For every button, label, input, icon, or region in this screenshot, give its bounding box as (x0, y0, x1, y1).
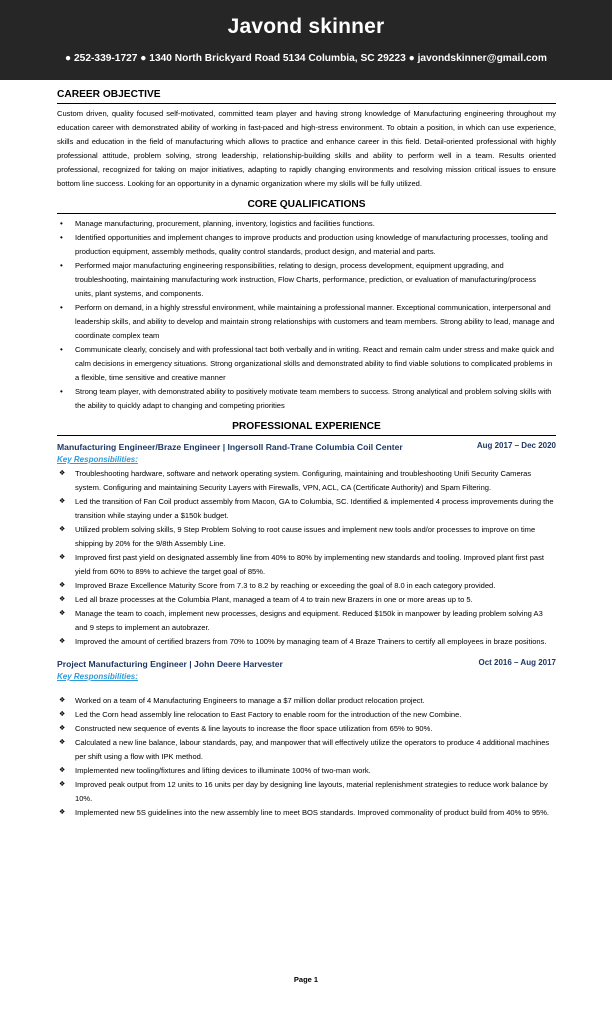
responsibility-item: ❖ Implemented new 5S guidelines into the new assembly line to meet BOS standards. Improved commonality of product build from 40% to 95%. (57, 806, 556, 820)
qualification-item: • Performed major manufacturing engineering responsibilities, relating to design, process development, equipment upgrading, and troubleshooting, maintaining manufacturing work instruction, Flow Charts, performance, prediction, or evaluation of manufacturing/process units, plant systems, and components. (60, 261, 537, 298)
bullet-icon: • (60, 387, 63, 396)
job-header (57, 656, 556, 670)
responsibility-item: ❖ Worked on a team of 4 Manufacturing Engineers to manage a $7 million dollar product relocation project. (57, 694, 556, 708)
job-title: Project Manufacturing Engineer | John Deere Harvester (57, 659, 283, 669)
section-title-objective: CAREER OBJECTIVE (57, 88, 556, 104)
qualification-item: • Manage manufacturing, procurement, planning, inventory, logistics and facilities functions. (57, 217, 556, 231)
qualifications-list (57, 217, 556, 413)
objective-text: Custom driven, quality focused self-motivated, committed team player and having strong knowledge of Manufacturing engineering throughout my education career with demonstrated ability of working in fast-paced and high-stress environment. To obtain a position, in which can use experience, skills and education in the field of manufacturing which allows to practice and enhance career in this field. Detail-oriented professional with highly professional attitude, problem solving, strong leadership, relationship-building skills and ability to perform well in a team. Results oriented professional, recognized for taking on major initiatives, adapting to rapidly changing environments and resolving mission critical issues to ensure bottom line success. Looking for an opportunity in a dynamic organization where my skills will be fully utilized. (57, 109, 556, 188)
contact-line: ● 252-339-1727 ● 1340 North Brickyard Road 5134 Columbia, SC 29223 ● javondskinner@gmail.com (65, 53, 547, 64)
section-title-qualifications: CORE QUALIFICATIONS (57, 198, 556, 214)
resume-header (0, 0, 612, 80)
responsibility-item: ❖ Troubleshooting hardware, software and network operating system. Configuring, maintaining and troubleshooting Unifi Security Cameras system. Configuring and maintaining Security Layers with Firewalls, VPN, ACL, CA (Certificate Authority) and Spam Filtering. (59, 469, 532, 492)
resume-body (57, 88, 556, 820)
bullet-icon: • (60, 219, 63, 228)
diamond-bullet-icon: ❖ (59, 582, 66, 589)
qualification-item: • Perform on demand, in a highly stressful environment, while maintaining a professional manner. Exceptional communication, interpersonal and leadership skills, and ability to develop and maintain strong relationships with customers and team members. Strong ability to lead, manage and coordinate complex team (60, 303, 555, 340)
diamond-bullet-icon: ❖ (59, 526, 66, 533)
bullet-icon: • (60, 261, 63, 270)
responsibility-item: ❖ Implemented new tooling/fixtures and lifting devices to illuminate 100% of two-man work. (57, 764, 556, 778)
responsibility-item: ❖ Improved peak output from 12 units to 16 units per day by designing line layouts, material replenishment strategies to reduce work balance by 10%. (59, 780, 548, 803)
bullet-icon: • (60, 233, 63, 242)
page-number: Page 1 (293, 975, 319, 984)
key-responsibilities-label: Key Responsibilities: (57, 672, 138, 681)
diamond-bullet-icon: ❖ (59, 498, 66, 505)
responsibility-item: ❖ Improved Braze Excellence Maturity Score from 7.3 to 8.2 by reaching or exceeding the goal of 8.0 in each category provided. (57, 579, 556, 593)
responsibility-item: ❖ Improved first past yield on designated assembly line from 40% to 80% by implementing new standards and tooling. Improved plant first past yield from 60% to 89% to achieve the target goal of 85%. (59, 553, 544, 576)
section-title-experience: PROFESSIONAL EXPERIENCE (57, 420, 556, 436)
qualification-item: • Identified opportunities and implement changes to improve products and production using knowledge of manufacturing processes, tooling and production equipment, assembly methods, quality control standards, product design, and material and parts. (60, 233, 548, 256)
responsibility-item: ❖ Manage the team to coach, implement new processes, designs and equipment. Reduced $150k in manpower by leading problem solving A3 and 9 steps to implement an autobrazer. (59, 609, 543, 632)
diamond-bullet-icon: ❖ (59, 711, 66, 718)
diamond-bullet-icon: ❖ (59, 781, 66, 788)
diamond-bullet-icon: ❖ (59, 725, 66, 732)
diamond-bullet-icon: ❖ (59, 697, 66, 704)
responsibility-item: ❖ Constructed new sequence of events & line layouts to increase the floor space utilization from 65% to 90%. (57, 722, 556, 736)
diamond-bullet-icon: ❖ (59, 610, 66, 617)
diamond-bullet-icon: ❖ (59, 809, 66, 816)
responsibility-item: ❖ Led the Corn head assembly line relocation to East Factory to enable room for the introduction of the new Combine. (57, 708, 556, 722)
key-responsibilities-label: Key Responsibilities: (57, 455, 138, 464)
job-title: Manufacturing Engineer/Braze Engineer | Ingersoll Rand-Trane Columbia Coil Center (57, 442, 403, 452)
responsibilities-list (57, 694, 556, 820)
qualification-item: • Communicate clearly, concisely and with professional tact both verbally and in writing. React and remain calm under stress and make quick and calm decisions in emergency situations. Strong organizational skills and demonstrated ability to find viable solutions to complicated problems in a flexible, time sensitive and creative manner (60, 345, 554, 382)
job-dates: Aug 2017 – Dec 2020 (476, 441, 556, 450)
diamond-bullet-icon: ❖ (59, 470, 66, 477)
diamond-bullet-icon: ❖ (59, 554, 66, 561)
candidate-name: Javond skinner (227, 15, 385, 38)
diamond-bullet-icon: ❖ (59, 739, 66, 746)
job-header (57, 439, 556, 453)
responsibility-item: ❖ Utilized problem solving skills, 9 Step Problem Solving to root cause issues and implement new tools and/or processes to improve on time shipping by 20% for the 9/8th Assembly Line. (59, 525, 536, 548)
responsibilities-list (57, 467, 556, 649)
diamond-bullet-icon: ❖ (59, 767, 66, 774)
qualification-item: • Strong team player, with demonstrated ability to positively motivate team members to success. Strong analytical and problem solving skills with the ability to quickly adapt to changing and competing priorities (60, 387, 552, 410)
responsibility-item: ❖ Led all braze processes at the Columbia Plant, managed a team of 4 to train new Brazers in one or more areas up to 5. (57, 593, 556, 607)
job-dates: Oct 2016 – Aug 2017 (478, 658, 556, 667)
responsibility-item: ❖ Led the transition of Fan Coil product assembly from Macon, GA to Columbia, SC. Identified & implemented 4 process improvements during the transition while staying under a $150k budget. (59, 497, 554, 520)
responsibility-item: ❖ Calculated a new line balance, labour standards, pay, and manpower that will effectively utilize the operators to produce 4 additional machines per shift using a flow with IPK method. (59, 738, 550, 761)
diamond-bullet-icon: ❖ (59, 638, 66, 645)
bullet-icon: • (60, 345, 63, 354)
responsibility-item: ❖ Improved the amount of certified brazers from 70% to 100% by managing team of 4 Braze Trainers to certify all employees in braze positions. (57, 635, 556, 649)
bullet-icon: • (60, 303, 63, 312)
diamond-bullet-icon: ❖ (59, 596, 66, 603)
